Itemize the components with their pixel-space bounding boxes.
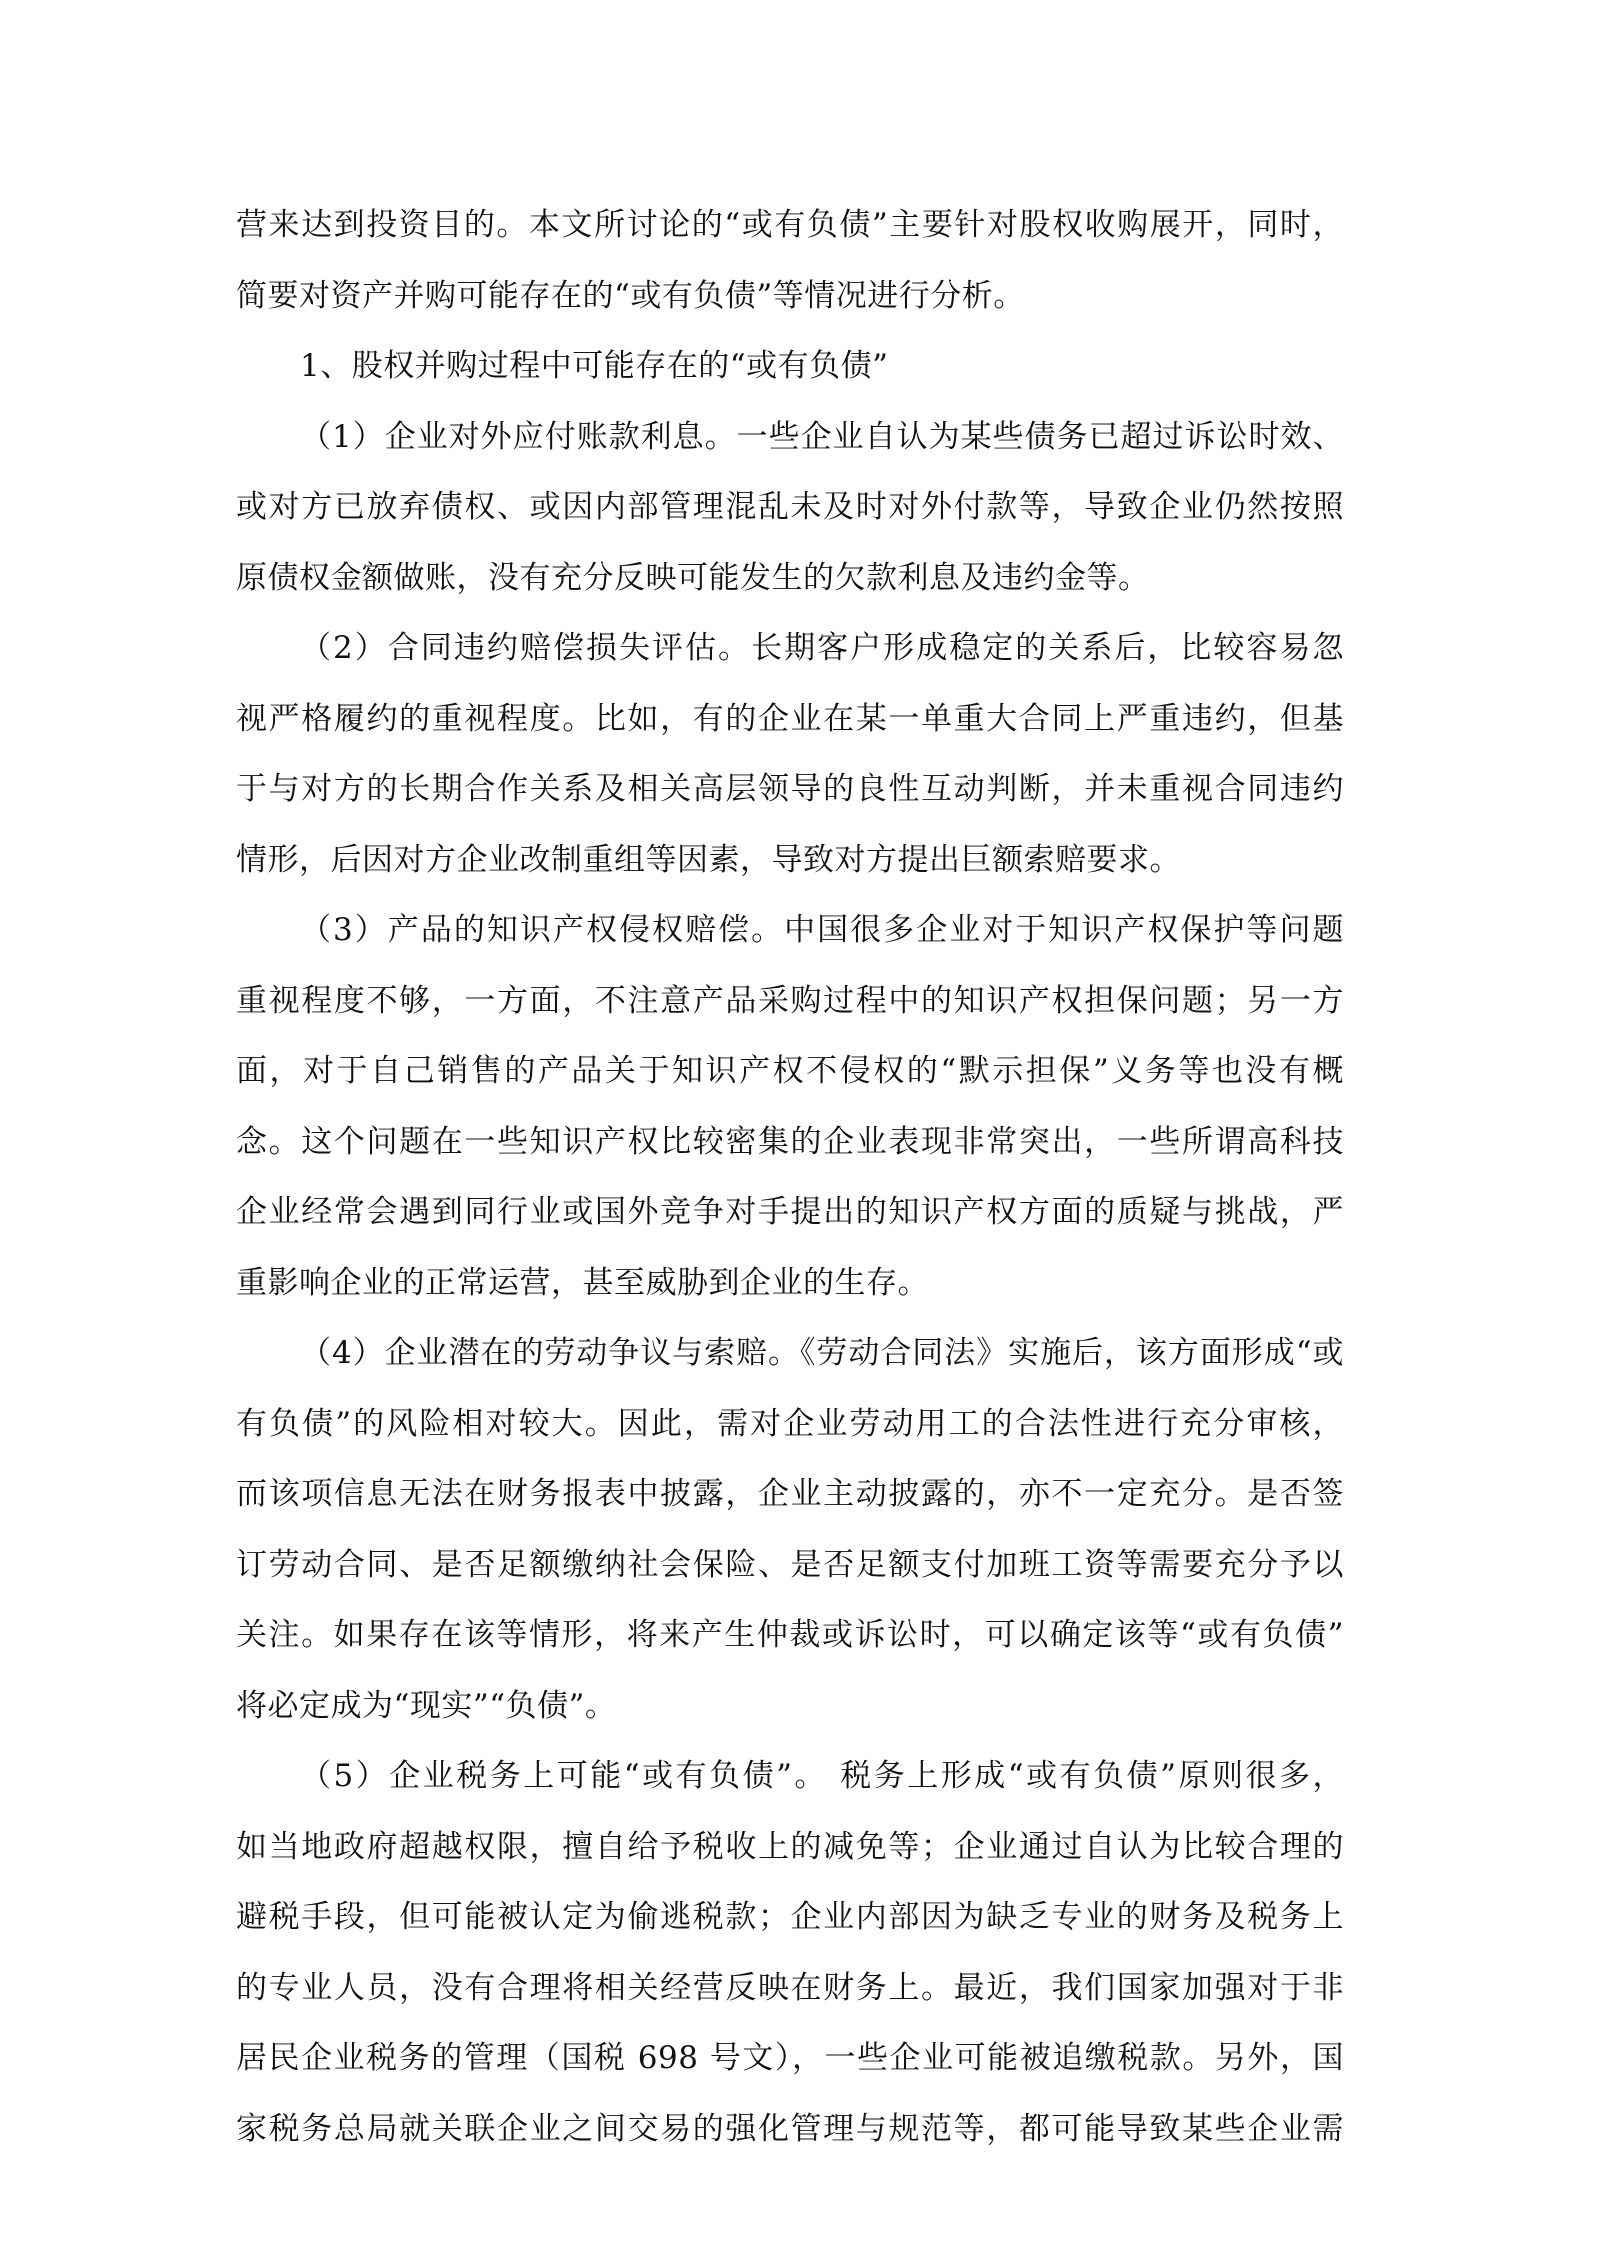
section-heading: 1、股权并购过程中可能存在的“或有负债” — [300, 348, 889, 384]
text-line: 重视程度不够，一方面，不注意产品采购过程中的知识产权担保问题；另一方 — [236, 982, 1344, 1019]
text-line: （4）企业潜在的劳动争议与索赔。《劳动合同法》实施后，该方面形成“或 — [300, 1335, 1344, 1371]
text-line: 视严格履约的重视程度。比如，有的企业在某一单重大合同上严重违约，但基 — [236, 700, 1344, 737]
text-line: （1）企业对外应付账款利息。一些企业自认为某些债务已超过诉讼时效、 — [300, 418, 1344, 455]
text-line: 如当地政府超越权限，擅自给予税收上的减免等；企业通过自认为比较合理的 — [236, 1828, 1344, 1865]
text-line: 居民企业税务的管理（国税 698 号文），一些企业可能被追缴税款。另外，国 — [236, 2040, 1344, 2076]
text-line: 避税手段，但可能被认定为偷逃税款；企业内部因为缺乏专业的财务及税务上 — [236, 1899, 1344, 1935]
text-line: 的专业人员，没有合理将相关经营反映在财务上。最近，我们国家加强对于非 — [236, 1969, 1344, 2006]
text-line: 关注。如果存在该等情形，将来产生仲裁或诉讼时，可以确定该等“或有负债” — [236, 1617, 1344, 1653]
text-line: 念。这个问题在一些知识产权比较密集的企业表现非常突出，一些所谓高科技 — [236, 1123, 1344, 1160]
text-line: 将必定成为“现实”“负债”。 — [236, 1687, 617, 1724]
text-line: 家税务总局就关联企业之间交易的强化管理与规范等，都可能导致某些企业需 — [236, 2110, 1344, 2147]
text-line: 而该项信息无法在财务报表中披露，企业主动披露的，亦不一定充分。是否签 — [236, 1476, 1344, 1512]
text-line: 重影响企业的正常运营，甚至威胁到企业的生存。 — [236, 1264, 929, 1301]
text-line: 企业经常会遇到同行业或国外竞争对手提出的知识产权方面的质疑与挑战，严 — [236, 1194, 1344, 1230]
text-line: 营来达到投资目的。本文所讨论的“或有负债”主要针对股权收购展开，同时， — [236, 207, 1344, 243]
text-line: 面，对于自己销售的产品关于知识产权不侵权的“默示担保”义务等也没有概 — [236, 1053, 1344, 1089]
document-body — [236, 190, 1344, 2164]
text-line: 订劳动合同、是否足额缴纳社会保险、是否足额支付加班工资等需要充分予以 — [236, 1546, 1344, 1583]
text-line: 简要对资产并购可能存在的“或有负债”等情况进行分析。 — [236, 277, 1025, 314]
text-line: （3）产品的知识产权侵权赔偿。中国很多企业对于知识产权保护等问题 — [300, 912, 1344, 948]
text-line: 情形，后因对方企业改制重组等因素，导致对方提出巨额索赔要求。 — [236, 841, 1181, 878]
text-line: 有负债”的风险相对较大。因此，需对企业劳动用工的合法性进行充分审核， — [236, 1405, 1344, 1442]
text-line: 原债权金额做账，没有充分反映可能发生的欠款利息及违约金等。 — [236, 559, 1150, 596]
text-line: （5）企业税务上可能“或有负债”。 税务上形成“或有负债”原则很多， — [300, 1758, 1344, 1794]
text-line: 或对方已放弃债权、或因内部管理混乱未及时对外付款等，导致企业仍然按照 — [236, 489, 1344, 525]
text-line: 于与对方的长期合作关系及相关高层领导的良性互动判断，并未重视合同违约 — [236, 771, 1344, 807]
text-line: （2）合同违约赔偿损失评估。长期客户形成稳定的关系后，比较容易忽 — [300, 630, 1344, 666]
